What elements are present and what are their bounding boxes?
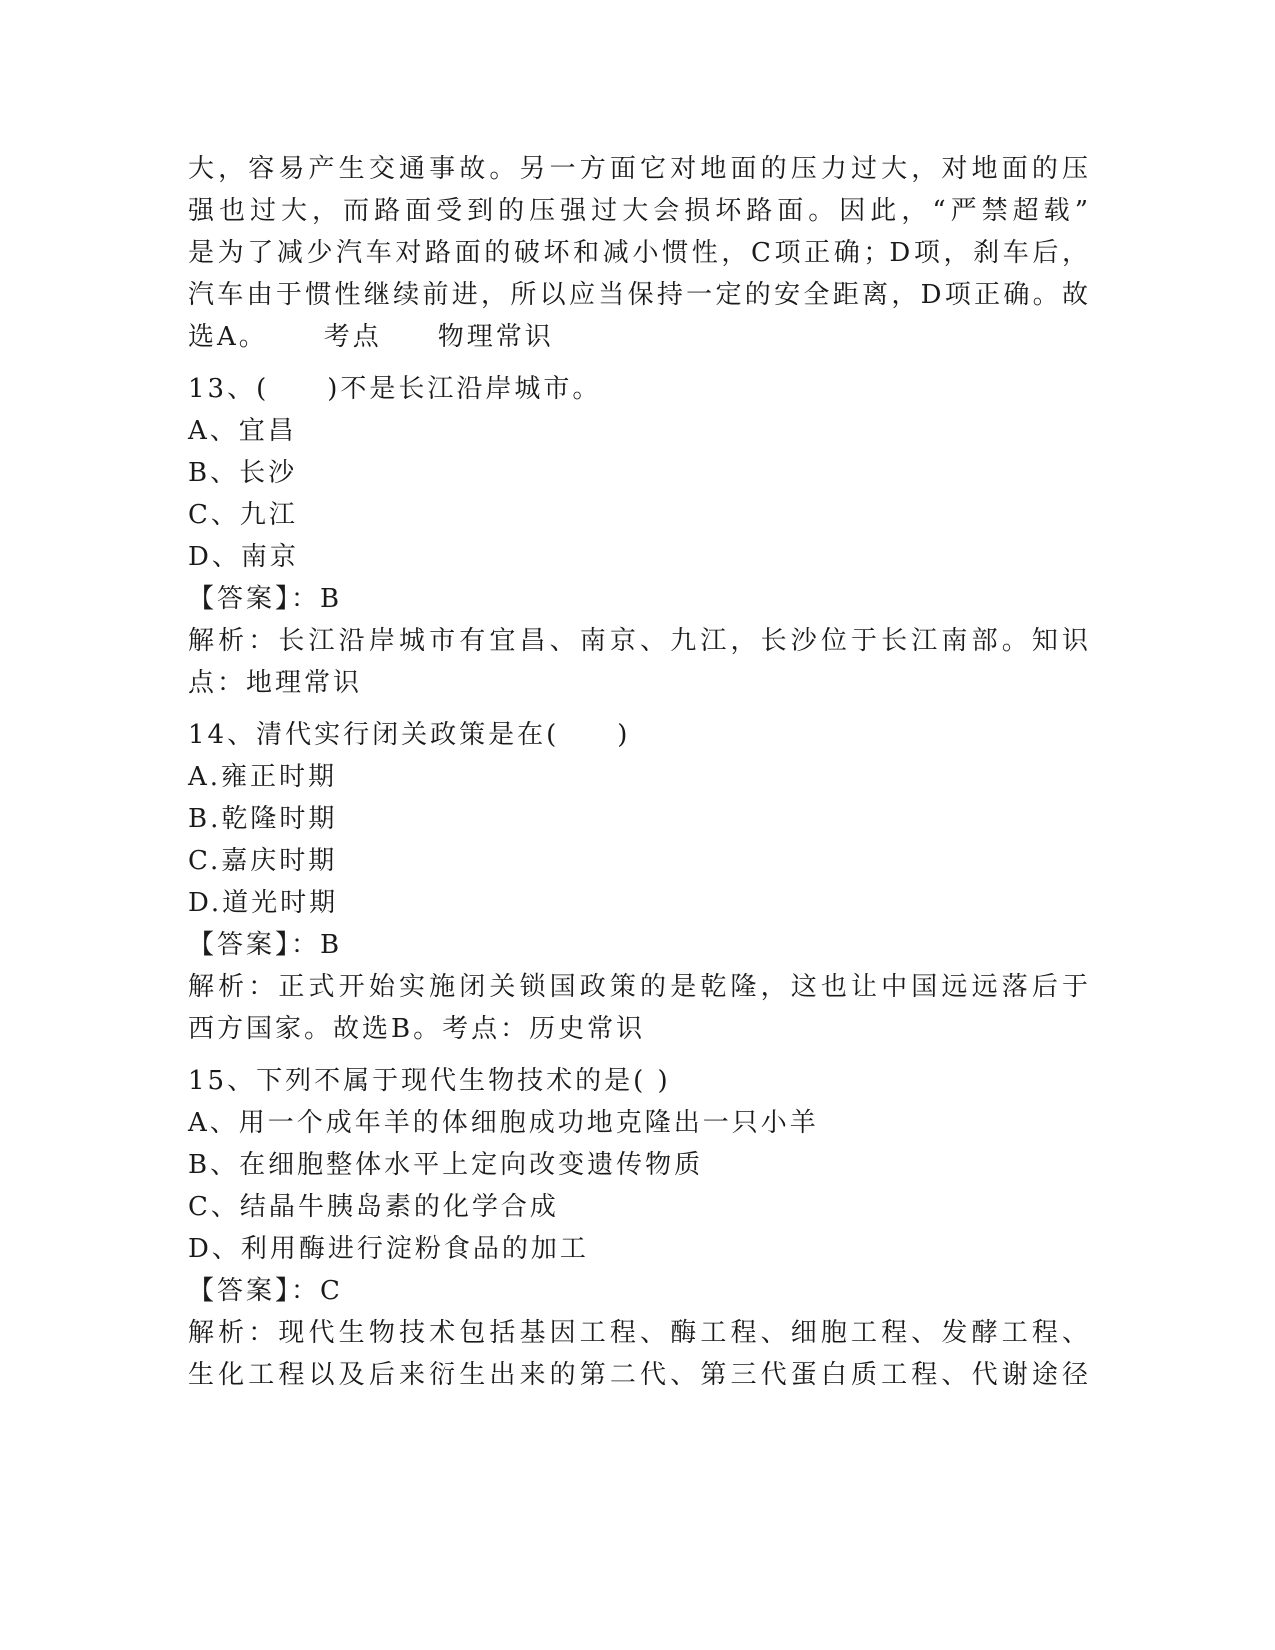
option-b: B、长沙 [188, 458, 298, 488]
analysis-text: 选A。 [188, 322, 268, 352]
analysis-line: 西方国家。故选B。考点：历史常识 [188, 1014, 646, 1044]
option-a: A、宜昌 [188, 416, 297, 446]
option-b: B.乾隆时期 [188, 804, 338, 834]
option-a: A.雍正时期 [188, 762, 338, 792]
question-13 [188, 368, 1088, 704]
option-c: C、结晶牛胰岛素的化学合成 [188, 1192, 559, 1222]
analysis-line: 解析：长江沿岸城市有宜昌、南京、九江，长沙位于长江南部。知识 [188, 626, 1088, 656]
answer: 【答案】：B [188, 930, 343, 960]
document-page [188, 148, 1088, 1396]
analysis-line: 强也过大，而路面受到的压强过大会损坏路面。因此，“严禁超载” [188, 196, 1088, 226]
analysis-line: 解析：现代生物技术包括基因工程、酶工程、细胞工程、发酵工程、 [188, 1318, 1088, 1348]
analysis-line [188, 316, 1088, 358]
analysis-line: 点：地理常识 [188, 668, 363, 698]
option-a: A、用一个成年羊的体细胞成功地克隆出一只小羊 [188, 1108, 819, 1138]
knowledge-point-label: 考点 [323, 322, 382, 352]
knowledge-point-value: 物理常识 [437, 322, 554, 352]
answer: 【答案】：B [188, 584, 343, 614]
option-d: D、南京 [188, 542, 299, 572]
answer: 【答案】：C [188, 1276, 343, 1306]
question-14 [188, 714, 1088, 1050]
analysis-line: 汽车由于惯性继续前进，所以应当保持一定的安全距离，D项正确。故 [188, 280, 1088, 310]
option-c: C.嘉庆时期 [188, 846, 338, 876]
question-stem: 14、清代实行闭关政策是在( ) [188, 720, 631, 750]
analysis-line: 生化工程以及后来衍生出来的第二代、第三代蛋白质工程、代谢途径 [188, 1360, 1088, 1390]
option-d: D、利用酶进行淀粉食品的加工 [188, 1234, 589, 1264]
previous-analysis-continuation [188, 148, 1088, 358]
analysis-line: 大，容易产生交通事故。另一方面它对地面的压力过大，对地面的压 [188, 154, 1088, 184]
question-stem: 15、下列不属于现代生物技术的是( ) [188, 1066, 671, 1096]
question-15 [188, 1060, 1088, 1396]
question-stem: 13、( )不是长江沿岸城市。 [188, 374, 602, 404]
analysis-line: 是为了减少汽车对路面的破坏和减小惯性，C项正确；D项，刹车后， [188, 238, 1088, 268]
option-c: C、九江 [188, 500, 298, 530]
option-b: B、在细胞整体水平上定向改变遗传物质 [188, 1150, 704, 1180]
analysis-line: 解析：正式开始实施闭关锁国政策的是乾隆，这也让中国远远落后于 [188, 972, 1088, 1002]
option-d: D.道光时期 [188, 888, 339, 918]
